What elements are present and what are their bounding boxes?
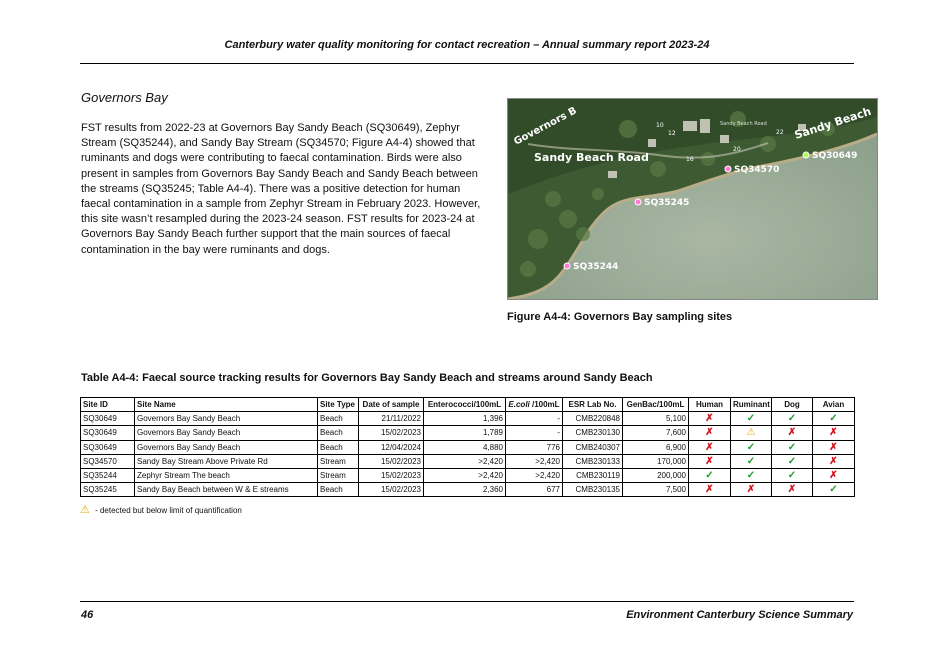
- check-icon: ✓: [787, 413, 797, 425]
- date-cell: 15/02/2023: [359, 426, 424, 440]
- check-icon: ✓: [746, 455, 756, 467]
- table-note: [80, 503, 242, 516]
- ruminant-result-cell: [731, 454, 772, 468]
- footer-rule: [80, 601, 854, 602]
- enterococci-cell: 4,880: [424, 440, 506, 454]
- header-ecoli-unit: /100mL: [529, 400, 560, 410]
- header-ruminant: Ruminant: [731, 398, 772, 412]
- cross-icon: ✗: [705, 427, 714, 439]
- ruminant-result-cell: [731, 440, 772, 454]
- ecoli-cell: 677: [506, 483, 563, 497]
- map-number-10: 10: [656, 122, 664, 129]
- genbac-cell: 5,100: [623, 412, 689, 426]
- ecoli-cell: >2,420: [506, 454, 563, 468]
- warning-icon: ⚠: [80, 504, 90, 516]
- site-name-cell: Zephyr Stream The beach: [135, 468, 318, 482]
- road-label-sandy-beach: Sandy Beach Road: [534, 151, 649, 164]
- map-number-12: 12: [668, 130, 676, 137]
- road-label-governors: Governors B: [512, 105, 579, 148]
- ecoli-cell: -: [506, 412, 563, 426]
- road-label-sandy-beach-top: Sandy Beach: [792, 104, 873, 142]
- site-id-cell: SQ35245: [81, 483, 135, 497]
- human-result-cell: [689, 483, 731, 497]
- site-label-sq35244: SQ35244: [573, 262, 619, 272]
- table-caption: Table A4-4: Faecal source tracking results for Governors Bay Sandy Beach and streams around Sandy Beach: [81, 372, 653, 384]
- header-ecoli: [506, 398, 563, 412]
- genbac-cell: 6,900: [623, 440, 689, 454]
- table-note-text: - detected but below limit of quantification: [92, 506, 242, 515]
- table-row: [81, 468, 855, 482]
- header-site-type: Site Type: [318, 398, 359, 412]
- check-icon: ✓: [829, 413, 838, 425]
- avian-result-cell: [813, 483, 855, 497]
- page-number: 46: [81, 609, 94, 621]
- esr-lab-cell: CMB230133: [563, 454, 623, 468]
- results-table: [80, 397, 855, 497]
- ecoli-cell: -: [506, 426, 563, 440]
- header-date: Date of sample: [359, 398, 424, 412]
- map-image: [507, 98, 878, 300]
- site-name-cell: Governors Bay Sandy Beach: [135, 412, 318, 426]
- table-row: [81, 454, 855, 468]
- site-name-cell: Governors Bay Sandy Beach: [135, 440, 318, 454]
- enterococci-cell: 1,396: [424, 412, 506, 426]
- enterococci-cell: 1,789: [424, 426, 506, 440]
- esr-lab-cell: CMB230119: [563, 468, 623, 482]
- avian-result-cell: [813, 440, 855, 454]
- figure-caption: Figure A4-4: Governors Bay sampling sites: [507, 311, 733, 323]
- cross-icon: ✗: [829, 470, 838, 482]
- date-cell: 12/04/2024: [359, 440, 424, 454]
- header-rule: [80, 63, 854, 64]
- header-dog: Dog: [772, 398, 813, 412]
- avian-result-cell: [813, 468, 855, 482]
- header-enterococci: Enterococci/100mL: [424, 398, 506, 412]
- check-icon: ✓: [787, 470, 797, 482]
- date-cell: 15/02/2023: [359, 483, 424, 497]
- site-name-cell: Governors Bay Sandy Beach: [135, 426, 318, 440]
- esr-lab-cell: CMB230135: [563, 483, 623, 497]
- dog-result-cell: [772, 440, 813, 454]
- header-site-name: Site Name: [135, 398, 318, 412]
- human-result-cell: [689, 468, 731, 482]
- table-row: [81, 483, 855, 497]
- cross-icon: ✗: [829, 441, 838, 453]
- site-name-cell: Sandy Bay Stream Above Private Rd: [135, 454, 318, 468]
- check-icon: ✓: [746, 413, 756, 425]
- check-icon: ✓: [705, 470, 714, 482]
- table-header-row: [81, 398, 855, 412]
- section-title: Governors Bay: [81, 90, 168, 105]
- site-id-cell: SQ35244: [81, 468, 135, 482]
- dog-result-cell: [772, 483, 813, 497]
- table-row: [81, 440, 855, 454]
- check-icon: ✓: [829, 484, 838, 496]
- footer-title: Environment Canterbury Science Summary: [626, 609, 853, 621]
- site-type-cell: Beach: [318, 440, 359, 454]
- ecoli-cell: 776: [506, 440, 563, 454]
- site-label-sq30649: SQ30649: [812, 151, 858, 161]
- site-marker-sq34570: [725, 166, 731, 172]
- cross-icon: ✗: [746, 484, 756, 496]
- cross-icon: ✗: [705, 484, 714, 496]
- map-number-20: 20: [733, 146, 741, 153]
- cross-icon: ✗: [787, 484, 797, 496]
- site-label-sq34570: SQ34570: [734, 165, 780, 175]
- site-id-cell: SQ34570: [81, 454, 135, 468]
- site-marker-sq30649: [803, 152, 809, 158]
- section-body: FST results from 2022-23 at Governors Bay Sandy Beach (SQ30649), Zephyr Stream (SQ35244), and Sandy Bay Stream (SQ34570; Figure A4-4) showed that ruminants and dogs were contributing to faecal contamination. Birds were also present in samples from Governors Bay Sandy Beach and Sandy Beach between the streams (SQ35245; Table A4-4). There was a positive detection for human faecal contamination in a sample from Zephyr Stream in February 2023. However, this site wasn’t resampled during the 2023-24 season. FST results for 2023-24 at Governors Bay Sandy Beach further support that the main sources of faecal contamination in the bay were ruminants and dogs.: [81, 122, 481, 256]
- genbac-cell: 7,600: [623, 426, 689, 440]
- dog-result-cell: [772, 454, 813, 468]
- cross-icon: ✗: [829, 427, 838, 439]
- site-name-cell: Sandy Bay Beach between W & E streams: [135, 483, 318, 497]
- road-label-small: Sandy Beach Road: [720, 121, 767, 127]
- site-type-cell: Beach: [318, 483, 359, 497]
- check-icon: ✓: [787, 455, 797, 467]
- avian-result-cell: [813, 412, 855, 426]
- header-human: Human: [689, 398, 731, 412]
- dog-result-cell: [772, 468, 813, 482]
- ruminant-result-cell: [731, 412, 772, 426]
- esr-lab-cell: CMB220848: [563, 412, 623, 426]
- header-esr: ESR Lab No.: [563, 398, 623, 412]
- avian-result-cell: [813, 426, 855, 440]
- enterococci-cell: >2,420: [424, 454, 506, 468]
- cross-icon: ✗: [829, 455, 838, 467]
- site-id-cell: SQ30649: [81, 412, 135, 426]
- site-type-cell: Beach: [318, 412, 359, 426]
- map-number-22: 22: [776, 129, 784, 136]
- dog-result-cell: [772, 426, 813, 440]
- ruminant-result-cell: [731, 483, 772, 497]
- cross-icon: ✗: [705, 455, 714, 467]
- avian-result-cell: [813, 454, 855, 468]
- human-result-cell: [689, 454, 731, 468]
- human-result-cell: [689, 412, 731, 426]
- check-icon: ✓: [746, 470, 756, 482]
- cross-icon: ✗: [787, 427, 797, 439]
- table-row: [81, 412, 855, 426]
- dog-result-cell: [772, 412, 813, 426]
- genbac-cell: 170,000: [623, 454, 689, 468]
- date-cell: 15/02/2023: [359, 454, 424, 468]
- site-id-cell: SQ30649: [81, 440, 135, 454]
- ecoli-cell: >2,420: [506, 468, 563, 482]
- site-marker-sq35245: [635, 199, 641, 205]
- table-row: [81, 426, 855, 440]
- check-icon: ✓: [746, 441, 756, 453]
- header-avian: Avian: [813, 398, 855, 412]
- map-number-16: 16: [686, 156, 694, 163]
- check-icon: ✓: [787, 441, 797, 453]
- site-type-cell: Beach: [318, 426, 359, 440]
- warning-icon: ⚠: [746, 427, 756, 439]
- date-cell: 21/11/2022: [359, 412, 424, 426]
- esr-lab-cell: CMB230130: [563, 426, 623, 440]
- cross-icon: ✗: [705, 413, 714, 425]
- header-ecoli-italic: E.coli: [508, 400, 530, 410]
- site-type-cell: Stream: [318, 454, 359, 468]
- site-marker-sq35244: [564, 263, 570, 269]
- site-type-cell: Stream: [318, 468, 359, 482]
- table-body: [81, 412, 855, 497]
- human-result-cell: [689, 440, 731, 454]
- enterococci-cell: 2,360: [424, 483, 506, 497]
- cross-icon: ✗: [705, 441, 714, 453]
- ruminant-result-cell: [731, 426, 772, 440]
- esr-lab-cell: CMB240307: [563, 440, 623, 454]
- ruminant-result-cell: [731, 468, 772, 482]
- site-label-sq35245: SQ35245: [644, 198, 690, 208]
- page-header: Canterbury water quality monitoring for contact recreation – Annual summary report 2023-24: [224, 39, 710, 51]
- date-cell: 15/02/2023: [359, 468, 424, 482]
- enterococci-cell: >2,420: [424, 468, 506, 482]
- header-genbac: GenBac/100mL: [623, 398, 689, 412]
- site-id-cell: SQ30649: [81, 426, 135, 440]
- genbac-cell: 200,000: [623, 468, 689, 482]
- human-result-cell: [689, 426, 731, 440]
- header-site-id: Site ID: [81, 398, 135, 412]
- genbac-cell: 7,500: [623, 483, 689, 497]
